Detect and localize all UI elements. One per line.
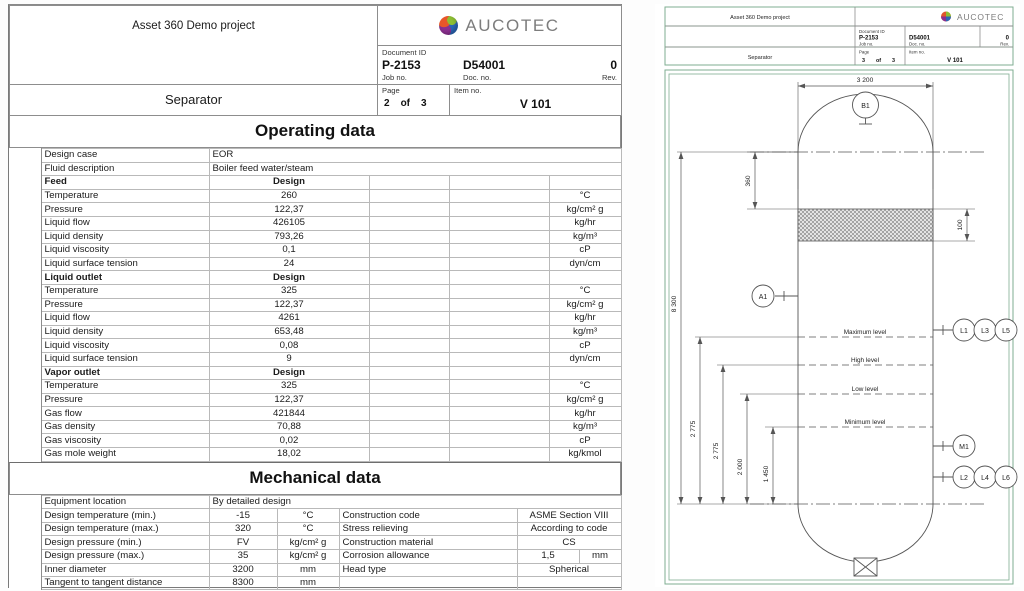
document-id-block [378, 46, 622, 85]
row-label: Liquid viscosity [41, 339, 209, 353]
row-value: 4261 [209, 312, 369, 326]
right-doc-no-label: Doc. no. [909, 41, 926, 47]
row-label: Design case [41, 149, 209, 163]
document-id-label: Document ID [382, 48, 427, 57]
row-unit: kg/m³ [549, 230, 621, 244]
row-label: Liquid viscosity [41, 244, 209, 258]
equipment-type: Separator [10, 85, 378, 116]
row-gutter [9, 230, 41, 244]
row-gutter [9, 189, 41, 203]
empty-cell [449, 352, 549, 366]
empty-cell [369, 203, 449, 217]
empty-cell [369, 257, 449, 271]
empty-cell [369, 407, 449, 421]
row-gutter [9, 352, 41, 366]
table-row [9, 189, 621, 203]
empty-cell [369, 325, 449, 339]
nozzle-L5-label: L5 [1002, 328, 1010, 335]
dim-min-level-label: 1 450 [763, 465, 770, 483]
doc-no-label: Doc. no. [463, 73, 492, 82]
row-unit: kg/hr [549, 407, 621, 421]
row-gutter [9, 298, 41, 312]
empty-cell [369, 216, 449, 230]
table-row [9, 393, 621, 407]
right-page-current: 3 [862, 58, 865, 64]
right-doc-no-value: D54001 [909, 35, 931, 42]
table-row [9, 325, 621, 339]
table-row [9, 230, 621, 244]
row-value: 3200 [209, 563, 277, 577]
right-page-total: 3 [892, 58, 895, 64]
empty-cell [449, 216, 549, 230]
row-value: 260 [209, 189, 369, 203]
row-unit: kg/cm² g [549, 393, 621, 407]
empty-cell [449, 230, 549, 244]
empty-cell [369, 380, 449, 394]
level-label-low: Low level [851, 386, 879, 393]
empty-cell [449, 448, 549, 462]
table-row [9, 536, 621, 550]
right-equipment-type: Separator [747, 55, 773, 61]
dim-max-level-label: 2 775 [690, 420, 697, 438]
table-row [9, 550, 621, 564]
row-unit: kg/kmol [549, 448, 621, 462]
row-gutter [9, 312, 41, 326]
row-value: 0,08 [209, 339, 369, 353]
row-value: 325 [209, 284, 369, 298]
table-row [9, 420, 621, 434]
empty-cell [369, 434, 449, 448]
row-label: Design pressure (max.) [41, 550, 209, 564]
row-value: EOR [209, 149, 621, 163]
table-row [9, 284, 621, 298]
left-sheet-page-2 [8, 4, 622, 588]
right-job-no-value: P-2153 [859, 35, 879, 42]
empty-cell [449, 407, 549, 421]
item-no-block [450, 85, 622, 116]
row-label: Design pressure (min.) [41, 536, 209, 550]
item-no-label: Item no. [454, 86, 482, 95]
row-unit: kg/cm² g [549, 203, 621, 217]
group-name: Feed [41, 176, 209, 190]
table-row [9, 216, 621, 230]
empty-cell [449, 420, 549, 434]
design-column-header: Design [209, 271, 369, 285]
left-title-block [9, 5, 622, 116]
design-column-header: Design [209, 366, 369, 380]
row-unit: kg/hr [549, 216, 621, 230]
empty-cell [369, 393, 449, 407]
table-row [9, 162, 621, 176]
row-label: Inner diameter [41, 563, 209, 577]
row-label-2: Stress relieving [339, 522, 517, 536]
row-unit: °C [277, 509, 339, 523]
table-row [9, 577, 621, 590]
nozzle-L4-label: L4 [981, 475, 989, 482]
empty-cell [369, 176, 449, 190]
row-label: Fluid description [41, 162, 209, 176]
row-value: 0,1 [209, 244, 369, 258]
row-value: 325 [209, 380, 369, 394]
row-gutter [9, 244, 41, 258]
row-label-2: Construction material [339, 536, 517, 550]
row-gutter [9, 577, 41, 590]
row-gutter [9, 284, 41, 298]
empty-cell [449, 434, 549, 448]
nozzle-L3-label: L3 [981, 328, 989, 335]
group-header-row [9, 366, 621, 380]
row-gutter [9, 203, 41, 217]
table-row [9, 298, 621, 312]
dim-360-label: 360 [745, 175, 752, 187]
row-gutter [9, 149, 41, 163]
row-unit: dyn/cm [549, 352, 621, 366]
row-value-2: 1,5 [517, 550, 579, 564]
page-label: Page [382, 86, 400, 95]
rev-value: 0 [610, 58, 618, 72]
aucotec-sphere-icon [439, 16, 458, 35]
page-of: of [400, 98, 411, 109]
row-unit: kg/cm² g [277, 550, 339, 564]
empty-cell [369, 366, 449, 380]
row-value-2: CS [517, 536, 621, 550]
row-gutter [9, 420, 41, 434]
group-name: Vapor outlet [41, 366, 209, 380]
row-value: 653,48 [209, 325, 369, 339]
empty-cell [369, 420, 449, 434]
vessel-drawing [655, 4, 1020, 587]
design-column-header: Design [209, 176, 369, 190]
row-value: 18,02 [209, 448, 369, 462]
rev-label: Rev. [601, 73, 618, 82]
row-label: Pressure [41, 393, 209, 407]
table-row [9, 339, 621, 353]
page-total: 3 [421, 98, 427, 109]
dim-diameter-label: 3 200 [856, 77, 874, 84]
row-label: Gas mole weight [41, 448, 209, 462]
mechanical-data-table [9, 495, 622, 591]
row-unit: °C [277, 522, 339, 536]
row-label: Equipment location [41, 495, 209, 509]
row-label: Pressure [41, 203, 209, 217]
brand-logo-cell [378, 6, 622, 46]
table-row [9, 312, 621, 326]
row-gutter [9, 162, 41, 176]
empty-cell [449, 244, 549, 258]
level-label-high: High level [850, 357, 880, 364]
empty-cell [369, 284, 449, 298]
row-unit: °C [549, 189, 621, 203]
row-unit: cP [549, 244, 621, 258]
row-value: 426105 [209, 216, 369, 230]
dim-tan-to-tan-label: 8 300 [671, 295, 678, 313]
right-document-id-label: Document ID [859, 29, 885, 34]
unit-cell [549, 366, 621, 380]
row-gutter [9, 407, 41, 421]
row-value-2: Spherical [517, 563, 621, 577]
row-gutter [9, 366, 41, 380]
row-label: Temperature [41, 189, 209, 203]
table-row [9, 203, 621, 217]
table-row [9, 244, 621, 258]
doc-no-value: D54001 [463, 58, 506, 72]
level-label-minimum: Minimum level [844, 419, 886, 426]
row-gutter [9, 509, 41, 523]
row-value-2: According to code [517, 522, 621, 536]
row-gutter [9, 522, 41, 536]
dim-100-label: 100 [957, 219, 964, 231]
table-row [9, 495, 621, 509]
row-gutter [9, 550, 41, 564]
row-value: 122,37 [209, 393, 369, 407]
nozzle-M1-label: M1 [959, 444, 969, 451]
empty-cell [449, 339, 549, 353]
right-page-label: Page [859, 49, 870, 55]
row-value: Boiler feed water/steam [209, 162, 621, 176]
job-no-value: P-2153 [382, 58, 421, 72]
empty-cell [449, 257, 549, 271]
page-block [378, 85, 450, 116]
empty-cell [369, 339, 449, 353]
table-row [9, 257, 621, 271]
table-row [9, 563, 621, 577]
row-unit: dyn/cm [549, 257, 621, 271]
right-brand-logo [941, 12, 951, 22]
row-unit: kg/m³ [549, 420, 621, 434]
group-header-row [9, 176, 621, 190]
right-job-no-label: Job no. [859, 41, 874, 47]
empty-cell [369, 298, 449, 312]
row-unit: cP [549, 434, 621, 448]
row-value: 421844 [209, 407, 369, 421]
row-value: FV [209, 536, 277, 550]
row-gutter [9, 434, 41, 448]
table-row [9, 448, 621, 462]
right-item-no-label: Item no. [909, 49, 925, 55]
row-unit: °C [549, 284, 621, 298]
table-row [9, 522, 621, 536]
row-label: Liquid surface tension [41, 257, 209, 271]
row-gutter [9, 448, 41, 462]
row-label: Design temperature (max.) [41, 522, 209, 536]
row-unit: kg/cm² g [277, 536, 339, 550]
row-label-2: Construction code [339, 509, 517, 523]
right-project-name: Asset 360 Demo project [730, 15, 790, 21]
row-label: Pressure [41, 298, 209, 312]
empty-cell [369, 352, 449, 366]
empty-cell [369, 448, 449, 462]
row-gutter [9, 339, 41, 353]
item-no-value: V 101 [519, 97, 552, 111]
dim-low-level-label: 2 000 [737, 458, 744, 476]
row-value: 35 [209, 550, 277, 564]
table-row [9, 380, 621, 394]
row-value: 793,26 [209, 230, 369, 244]
row-unit: kg/cm² g [549, 298, 621, 312]
row-label: Gas flow [41, 407, 209, 421]
row-gutter [9, 393, 41, 407]
row-gutter [9, 536, 41, 550]
right-rev-value: 0 [1005, 35, 1009, 42]
operating-data-table [9, 148, 622, 462]
row-label: Temperature [41, 380, 209, 394]
row-value: 122,37 [209, 298, 369, 312]
row-label-2 [339, 577, 517, 590]
row-label: Liquid surface tension [41, 352, 209, 366]
row-label: Design temperature (min.) [41, 509, 209, 523]
right-rev-label: Rev. [1000, 41, 1009, 47]
table-row [9, 434, 621, 448]
row-label: Gas viscosity [41, 434, 209, 448]
project-name: Asset 360 Demo project [10, 6, 378, 85]
row-unit: mm [277, 577, 339, 590]
row-value-2: ASME Section VIII [517, 509, 621, 523]
row-label-2: Head type [339, 563, 517, 577]
row-label: Tangent to tangent distance [41, 577, 209, 590]
row-gutter [9, 380, 41, 394]
row-label: Liquid density [41, 230, 209, 244]
row-gutter [9, 495, 41, 509]
right-item-no-value: V 101 [947, 58, 963, 64]
level-label-maximum: Maximum level [843, 329, 887, 336]
row-label: Gas density [41, 420, 209, 434]
empty-cell [449, 271, 549, 285]
row-value: 0,02 [209, 434, 369, 448]
right-page-of: of [876, 58, 882, 64]
empty-cell [449, 176, 549, 190]
row-value: 24 [209, 257, 369, 271]
nozzle-B1-label: B1 [861, 103, 870, 110]
empty-cell [449, 298, 549, 312]
row-unit: mm [277, 563, 339, 577]
row-value: 70,88 [209, 420, 369, 434]
row-value: 320 [209, 522, 277, 536]
right-brand-name: AUCOTEC [957, 12, 1005, 22]
empty-cell [369, 230, 449, 244]
row-label: Liquid flow [41, 312, 209, 326]
bottom-drain-valve [854, 558, 877, 576]
empty-cell [449, 284, 549, 298]
job-no-label: Job no. [382, 73, 407, 82]
row-label: Liquid flow [41, 216, 209, 230]
row-unit: cP [549, 339, 621, 353]
empty-cell [369, 312, 449, 326]
empty-cell [369, 271, 449, 285]
empty-cell [369, 189, 449, 203]
empty-cell [369, 244, 449, 258]
empty-cell [449, 380, 549, 394]
empty-cell [449, 366, 549, 380]
group-header-row [9, 271, 621, 285]
table-row [9, 509, 621, 523]
empty-cell [449, 393, 549, 407]
row-gutter [9, 216, 41, 230]
brand-name: AUCOTEC [465, 15, 560, 35]
group-name: Liquid outlet [41, 271, 209, 285]
nozzle-L1-label: L1 [960, 328, 968, 335]
dim-high-level-label: 2 775 [713, 442, 720, 460]
row-gutter [9, 271, 41, 285]
empty-cell [449, 325, 549, 339]
table-row [9, 149, 621, 163]
row-value: 122,37 [209, 203, 369, 217]
demister-pad [798, 209, 933, 241]
row-unit: °C [549, 380, 621, 394]
operating-data-heading: Operating data [9, 116, 621, 148]
row-gutter [9, 325, 41, 339]
table-row [9, 352, 621, 366]
nozzle-A1-label: A1 [758, 294, 768, 301]
row-gutter [9, 176, 41, 190]
row-label: Liquid density [41, 325, 209, 339]
unit-cell [549, 176, 621, 190]
page-current: 2 [384, 98, 390, 109]
row-value-2 [517, 577, 621, 590]
row-unit-2: mm [579, 550, 621, 564]
row-label-2: Corrosion allowance [339, 550, 517, 564]
row-unit: kg/m³ [549, 325, 621, 339]
right-sheet-page-3 [655, 4, 1020, 587]
row-unit: kg/hr [549, 312, 621, 326]
unit-cell [549, 271, 621, 285]
mechanical-data-heading: Mechanical data [9, 462, 621, 495]
row-value: 9 [209, 352, 369, 366]
row-value: -15 [209, 509, 277, 523]
row-value: By detailed design [209, 495, 621, 509]
row-value: 8300 [209, 577, 277, 590]
row-label: Temperature [41, 284, 209, 298]
empty-cell [449, 203, 549, 217]
row-gutter [9, 563, 41, 577]
row-gutter [9, 257, 41, 271]
empty-cell [449, 312, 549, 326]
table-row [9, 407, 621, 421]
nozzle-L6-label: L6 [1002, 475, 1010, 482]
nozzle-L2-label: L2 [960, 475, 968, 482]
empty-cell [449, 189, 549, 203]
